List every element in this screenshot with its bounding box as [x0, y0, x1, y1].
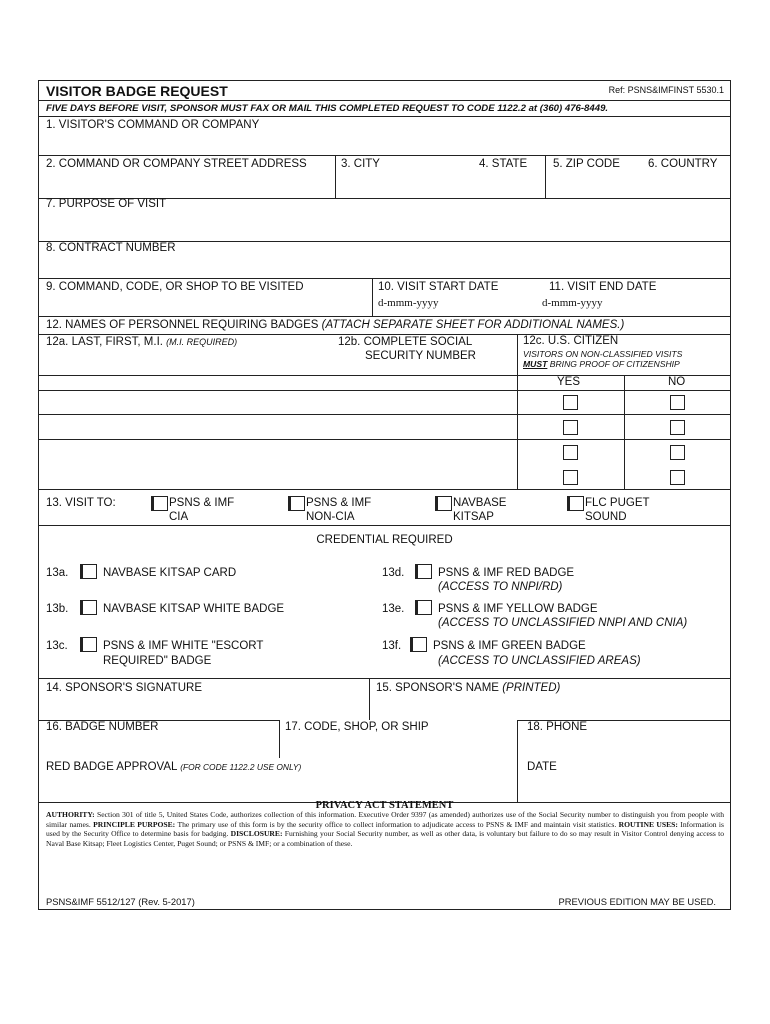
- visit-option-1-line1: PSNS & IMF: [169, 497, 235, 509]
- personnel-names-note: (ATTACH SEPARATE SHEET FOR ADDITIONAL NAMES.): [321, 319, 625, 331]
- credential-13f-code: 13f.: [382, 640, 402, 652]
- citizen-note-line2: MUST BRING PROOF OF CITIZENSHIP: [523, 359, 680, 369]
- sponsor-signature-field[interactable]: [39, 696, 369, 719]
- purpose-of-visit-field[interactable]: [39, 212, 730, 240]
- credential-13c-code: 13c.: [46, 640, 68, 652]
- label-red-badge-approval: RED BADGE APPROVAL (FOR CODE 1122.2 USE ONLY): [46, 761, 302, 773]
- label-phone: 18. PHONE: [527, 721, 588, 733]
- credential-13a-label: NAVBASE KITSAP CARD: [103, 567, 237, 579]
- visit-option-2-line1: PSNS & IMF: [306, 497, 372, 509]
- visit-option-2-line2: NON-CIA: [306, 511, 355, 523]
- credential-13f-note: (ACCESS TO UNCLASSIFIED AREAS): [438, 655, 641, 667]
- credential-13d-checkbox[interactable]: [417, 564, 432, 579]
- visit-option-3-line2: KITSAP: [453, 511, 494, 523]
- visit-flc-puget-sound-checkbox[interactable]: [569, 496, 584, 511]
- credential-13c-checkbox[interactable]: [82, 637, 97, 652]
- credential-13c-label-line2: REQUIRED" BADGE: [103, 655, 212, 667]
- credential-13f-label: PSNS & IMF GREEN BADGE: [433, 640, 586, 652]
- sponsor-name-printed-note: (PRINTED): [502, 682, 561, 694]
- label-visit-end-date: 11. VISIT END DATE: [549, 281, 657, 293]
- citizen-yes-checkbox-1[interactable]: [563, 395, 578, 410]
- credential-13a-code: 13a.: [46, 567, 69, 579]
- visit-start-date-format: d-mmm-yyyy: [378, 297, 439, 309]
- citizen-no-checkbox-1[interactable]: [670, 395, 685, 410]
- label-ssn-line1: 12b. COMPLETE SOCIAL: [338, 336, 473, 348]
- street-address-field[interactable]: [39, 173, 335, 197]
- credential-13c-label: PSNS & IMF WHITE "ESCORT: [103, 640, 264, 652]
- visit-start-date-field[interactable]: [373, 295, 538, 315]
- red-badge-approval-field[interactable]: [39, 776, 517, 801]
- personnel-row-3[interactable]: [39, 440, 517, 488]
- credential-13e-label: PSNS & IMF YELLOW BADGE: [438, 603, 598, 615]
- code-shop-ship-field[interactable]: [280, 736, 517, 758]
- visitor-command-field[interactable]: [39, 117, 730, 155]
- label-visit-start-date: 10. VISIT START DATE: [378, 281, 499, 293]
- privacy-act-statement: AUTHORITY: Section 301 of title 5, United States Code, authorizes collection of this information. Executive Order 9397 (as amended) authorizes use of the Social Security number to distinguish you from people with similar names. PRINCIPLE PURPOSE: The primary use of this form is by the security office to collect information to adjudicate access to PSNS & IMF and maintain visit statistics. ROUTINE USES: Information is used by the Security Office to determine basis for badging. DISCLOSURE: Furnishing your Social Security number, as well as other data, is voluntary but failure to do so may result in Visitor Control denying access to Naval Base Kitsap; Fleet Logistics Center, Puget Sound; or PSNS & IMF; or a combination of these.: [46, 810, 724, 848]
- visit-end-date-field[interactable]: [539, 295, 730, 315]
- label-name-column: 12a. LAST, FIRST, M.I. (M.I. REQUIRED): [46, 336, 238, 348]
- label-code-shop-ship: 17. CODE, SHOP, OR SHIP: [285, 721, 429, 733]
- form-reference: Ref: PSNS&IMFINST 5530.1: [608, 85, 724, 95]
- previous-edition-note: PREVIOUS EDITION MAY BE USED.: [558, 896, 716, 907]
- credential-13d-label: PSNS & IMF RED BADGE: [438, 567, 575, 579]
- label-visit-to: 13. VISIT TO:: [46, 497, 116, 509]
- label-date: DATE: [527, 761, 557, 773]
- label-badge-number: 16. BADGE NUMBER: [46, 721, 159, 733]
- label-command-to-visit: 9. COMMAND, CODE, OR SHOP TO BE VISITED: [46, 281, 304, 293]
- sponsor-name-field[interactable]: [370, 696, 730, 719]
- visit-option-3-line1: NAVBASE: [453, 497, 507, 509]
- label-visitor-command: 1. VISITOR'S COMMAND OR COMPANY: [46, 119, 260, 131]
- credential-13f-checkbox[interactable]: [412, 637, 427, 652]
- fax-instruction: FIVE DAYS BEFORE VISIT, SPONSOR MUST FAX OR MAIL THIS COMPLETED REQUEST TO CODE 1122.2 at (360) 476-8449.: [46, 103, 609, 114]
- privacy-act-title: PRIVACY ACT STATEMENT: [315, 800, 454, 811]
- credential-13d-code: 13d.: [382, 567, 405, 579]
- visit-psns-imf-cia-checkbox[interactable]: [153, 496, 168, 511]
- label-purpose-of-visit: 7. PURPOSE OF VISIT: [46, 198, 167, 210]
- zip-country-field[interactable]: [546, 173, 730, 197]
- label-ssn-line2: SECURITY NUMBER: [365, 350, 476, 362]
- label-us-citizen: 12c. U.S. CITIZEN: [523, 335, 619, 347]
- personnel-row-2[interactable]: [39, 415, 517, 439]
- credential-13b-label: NAVBASE KITSAP WHITE BADGE: [103, 603, 285, 615]
- label-state: 4. STATE: [479, 158, 528, 170]
- visit-option-1-line2: CIA: [169, 511, 189, 523]
- visit-navbase-kitsap-checkbox[interactable]: [437, 496, 452, 511]
- mi-required-note: (M.I. REQUIRED): [166, 337, 238, 347]
- label-personnel-names: 12. NAMES OF PERSONNEL REQUIRING BADGES (ATTACH SEPARATE SHEET FOR ADDITIONAL NAMES.): [46, 319, 625, 331]
- form-number: PSNS&IMF 5512/127 (Rev. 5-2017): [46, 896, 195, 907]
- citizen-yes-checkbox-2[interactable]: [563, 420, 578, 435]
- visitor-badge-request-form: [38, 80, 731, 910]
- label-no: NO: [668, 376, 686, 388]
- label-street-address: 2. COMMAND OR COMPANY STREET ADDRESS: [46, 158, 307, 170]
- credential-13d-note: (ACCESS TO NNPI/RD): [438, 581, 563, 593]
- form-title: VISITOR BADGE REQUEST: [46, 83, 228, 99]
- label-contract-number: 8. CONTRACT NUMBER: [46, 242, 176, 254]
- badge-number-field[interactable]: [39, 736, 279, 758]
- label-sponsor-signature: 14. SPONSOR'S SIGNATURE: [46, 682, 202, 694]
- approval-date-field[interactable]: [518, 776, 730, 801]
- label-zip-code: 5. ZIP CODE: [553, 158, 620, 170]
- command-to-visit-field[interactable]: [39, 295, 372, 315]
- citizen-no-checkbox-4[interactable]: [670, 470, 685, 485]
- personnel-row-1[interactable]: [39, 391, 517, 414]
- red-badge-approval-note: (FOR CODE 1122.2 USE ONLY): [180, 762, 302, 772]
- credential-13e-code: 13e.: [382, 603, 405, 615]
- city-state-field[interactable]: [336, 173, 545, 197]
- credential-13a-checkbox[interactable]: [82, 564, 97, 579]
- label-city: 3. CITY: [341, 158, 380, 170]
- citizen-no-checkbox-2[interactable]: [670, 420, 685, 435]
- credential-13e-checkbox[interactable]: [417, 600, 432, 615]
- visit-end-date-format: d-mmm-yyyy: [542, 297, 603, 309]
- label-country: 6. COUNTRY: [648, 158, 718, 170]
- citizen-yes-checkbox-3[interactable]: [563, 445, 578, 460]
- contract-number-field[interactable]: [39, 256, 730, 277]
- label-sponsor-name: 15. SPONSOR'S NAME (PRINTED): [376, 682, 561, 694]
- visit-option-4-line2: SOUND: [585, 511, 627, 523]
- citizen-yes-checkbox-4[interactable]: [563, 470, 578, 485]
- credential-13e-note: (ACCESS TO UNCLASSIFIED NNPI AND CNIA): [438, 617, 688, 629]
- label-yes: YES: [557, 376, 581, 388]
- citizen-no-checkbox-3[interactable]: [670, 445, 685, 460]
- citizen-note-line1: VISITORS ON NON-CLASSIFIED VISITS: [523, 349, 683, 359]
- visit-psns-imf-non-cia-checkbox[interactable]: [290, 496, 305, 511]
- credential-13b-code: 13b.: [46, 603, 69, 615]
- credential-13b-checkbox[interactable]: [82, 600, 97, 615]
- phone-field[interactable]: [518, 736, 730, 758]
- visit-option-4-line1: FLC PUGET: [585, 497, 650, 509]
- credential-required-title: CREDENTIAL REQUIRED: [316, 534, 453, 546]
